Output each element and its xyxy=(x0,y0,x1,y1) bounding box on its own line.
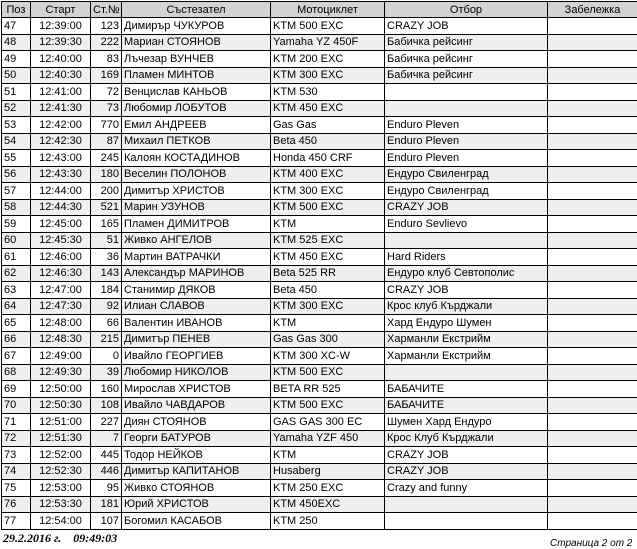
table-row xyxy=(2,315,637,332)
table-row xyxy=(2,447,637,464)
cell-team: Харманли Екстрийм xyxy=(385,348,548,365)
cell-start-number: 165 xyxy=(91,216,122,233)
cell-start-number: 87 xyxy=(91,133,122,150)
header-team: Отбор xyxy=(385,2,548,18)
cell-rider: Пламен МИНТОВ xyxy=(122,67,271,84)
cell-motorcycle: GAS GAS 300 EC xyxy=(271,414,385,431)
cell-position: 69 xyxy=(2,381,31,398)
cell-start-time: 12:48:30 xyxy=(31,331,91,348)
cell-rider: Мартин ВАТРАЧКИ xyxy=(122,249,271,266)
cell-rider: Димирър ЧУКУРОВ xyxy=(122,18,271,35)
cell-motorcycle: Gas Gas 300 xyxy=(271,331,385,348)
cell-team: Enduro Pleven xyxy=(385,133,548,150)
cell-note xyxy=(548,430,637,447)
cell-position: 77 xyxy=(2,513,31,530)
cell-start-number: 227 xyxy=(91,414,122,431)
cell-rider: Венцислав КАНЬОВ xyxy=(122,84,271,101)
cell-team xyxy=(385,513,548,530)
table-row xyxy=(2,199,637,216)
cell-position: 73 xyxy=(2,447,31,464)
table-row xyxy=(2,282,637,299)
cell-position: 51 xyxy=(2,84,31,101)
table-row xyxy=(2,216,637,233)
cell-rider: Мариан СТОЯНОВ xyxy=(122,34,271,51)
cell-note xyxy=(548,381,637,398)
cell-motorcycle: Yamaha YZ 450F xyxy=(271,34,385,51)
cell-team xyxy=(385,232,548,249)
cell-start-time: 12:53:30 xyxy=(31,496,91,513)
cell-rider: Лъчезар ВУНЧЕВ xyxy=(122,51,271,68)
cell-rider: Георги БАТУРОВ xyxy=(122,430,271,447)
cell-start-time: 12:53:00 xyxy=(31,480,91,497)
cell-rider: Димитър КАПИТАНОВ xyxy=(122,463,271,480)
cell-rider: Любомир ЛОБУТОВ xyxy=(122,100,271,117)
cell-rider: Станимир ДЯКОВ xyxy=(122,282,271,299)
cell-rider: Михаил ПЕТКОВ xyxy=(122,133,271,150)
cell-note xyxy=(548,414,637,431)
cell-motorcycle: KTM 250 xyxy=(271,513,385,530)
cell-note xyxy=(548,67,637,84)
header-note: Забележка xyxy=(548,2,637,18)
cell-note xyxy=(548,496,637,513)
cell-team: Крос клуб Кърджали xyxy=(385,298,548,315)
cell-motorcycle: KTM 450 EXC xyxy=(271,249,385,266)
cell-start-number: 92 xyxy=(91,298,122,315)
cell-rider: Пламен ДИМИТРОВ xyxy=(122,216,271,233)
cell-start-number: 446 xyxy=(91,463,122,480)
cell-position: 54 xyxy=(2,133,31,150)
cell-note xyxy=(548,315,637,332)
cell-team: CRAZY JOB xyxy=(385,282,548,299)
cell-rider: Мирослав ХРИСТОВ xyxy=(122,381,271,398)
cell-note xyxy=(548,348,637,365)
cell-team: Бабичка рейсинг xyxy=(385,51,548,68)
cell-start-time: 12:54:00 xyxy=(31,513,91,530)
cell-team: Hard Riders xyxy=(385,249,548,266)
cell-start-time: 12:41:30 xyxy=(31,100,91,117)
cell-start-number: 245 xyxy=(91,150,122,167)
cell-rider: Александър МАРИНОВ xyxy=(122,265,271,282)
table-row xyxy=(2,463,637,480)
cell-position: 59 xyxy=(2,216,31,233)
cell-start-number: 169 xyxy=(91,67,122,84)
table-row xyxy=(2,496,637,513)
cell-position: 65 xyxy=(2,315,31,332)
cell-motorcycle: KTM xyxy=(271,447,385,464)
table-row xyxy=(2,298,637,315)
table-row xyxy=(2,133,637,150)
table-header-row xyxy=(2,2,637,18)
header-number: Ст.№ xyxy=(91,2,122,18)
cell-rider: Тодор НЕЙКОВ xyxy=(122,447,271,464)
cell-note xyxy=(548,447,637,464)
cell-start-time: 12:52:00 xyxy=(31,447,91,464)
cell-note xyxy=(548,100,637,117)
cell-start-time: 12:49:30 xyxy=(31,364,91,381)
cell-note xyxy=(548,463,637,480)
cell-team: Ендуро Свиленград xyxy=(385,166,548,183)
cell-motorcycle: Beta 450 xyxy=(271,282,385,299)
cell-start-time: 12:42:30 xyxy=(31,133,91,150)
cell-note xyxy=(548,150,637,167)
cell-rider: Живко СТОЯНОВ xyxy=(122,480,271,497)
cell-motorcycle: KTM 300 XC-W xyxy=(271,348,385,365)
cell-start-number: 83 xyxy=(91,51,122,68)
cell-rider: Марин УЗУНОВ xyxy=(122,199,271,216)
cell-note xyxy=(548,84,637,101)
cell-start-time: 12:47:30 xyxy=(31,298,91,315)
cell-position: 75 xyxy=(2,480,31,497)
cell-note xyxy=(548,51,637,68)
cell-note xyxy=(548,249,637,266)
cell-start-number: 73 xyxy=(91,100,122,117)
table-row xyxy=(2,249,637,266)
table-row xyxy=(2,51,637,68)
cell-team: CRAZY JOB xyxy=(385,18,548,35)
table-row xyxy=(2,18,637,35)
cell-position: 74 xyxy=(2,463,31,480)
table-row xyxy=(2,430,637,447)
cell-team: Бабичка рейсинг xyxy=(385,67,548,84)
table-row xyxy=(2,480,637,497)
cell-start-time: 12:44:00 xyxy=(31,183,91,200)
table-row xyxy=(2,513,637,530)
cell-team: Харманли Екстрийм xyxy=(385,331,548,348)
cell-position: 62 xyxy=(2,265,31,282)
table-row xyxy=(2,331,637,348)
cell-start-time: 12:39:00 xyxy=(31,18,91,35)
cell-motorcycle: KTM 450 EXC xyxy=(271,100,385,117)
cell-start-number: 107 xyxy=(91,513,122,530)
cell-motorcycle: KTM 450EXC xyxy=(271,496,385,513)
cell-team: БАБАЧИТЕ xyxy=(385,381,548,398)
cell-rider: Илиан СЛАВОВ xyxy=(122,298,271,315)
table-row xyxy=(2,183,637,200)
cell-rider: Юрий ХРИСТОВ xyxy=(122,496,271,513)
table-body xyxy=(2,18,637,530)
cell-position: 52 xyxy=(2,100,31,117)
cell-start-number: 222 xyxy=(91,34,122,51)
cell-motorcycle: KTM 400 EXC xyxy=(271,166,385,183)
cell-position: 53 xyxy=(2,117,31,134)
cell-position: 67 xyxy=(2,348,31,365)
cell-note xyxy=(548,199,637,216)
cell-position: 50 xyxy=(2,67,31,84)
cell-rider: Димитър ПЕНЕВ xyxy=(122,331,271,348)
cell-team xyxy=(385,496,548,513)
cell-start-time: 12:46:00 xyxy=(31,249,91,266)
header-start: Старт xyxy=(31,2,91,18)
cell-note xyxy=(548,133,637,150)
cell-team xyxy=(385,84,548,101)
cell-motorcycle: KTM 500 EXC xyxy=(271,199,385,216)
cell-note xyxy=(548,117,637,134)
cell-team: Ендуро клуб Севтополис xyxy=(385,265,548,282)
table-row xyxy=(2,348,637,365)
cell-start-time: 12:40:00 xyxy=(31,51,91,68)
cell-position: 49 xyxy=(2,51,31,68)
table-row xyxy=(2,381,637,398)
cell-start-number: 95 xyxy=(91,480,122,497)
cell-start-number: 180 xyxy=(91,166,122,183)
cell-note xyxy=(548,34,637,51)
cell-start-number: 521 xyxy=(91,199,122,216)
header-pos: Поз xyxy=(2,2,31,18)
cell-motorcycle: KTM 200 EXC xyxy=(271,51,385,68)
cell-start-time: 12:47:00 xyxy=(31,282,91,299)
table-row xyxy=(2,265,637,282)
cell-rider: Диян СТОЯНОВ xyxy=(122,414,271,431)
cell-note xyxy=(548,331,637,348)
start-list-table xyxy=(1,1,637,530)
cell-team: Enduro Pleven xyxy=(385,150,548,167)
cell-note xyxy=(548,18,637,35)
cell-motorcycle: Beta 525 RR xyxy=(271,265,385,282)
table-row xyxy=(2,84,637,101)
cell-start-time: 12:45:30 xyxy=(31,232,91,249)
cell-start-number: 184 xyxy=(91,282,122,299)
cell-team: Крос Клуб Кърджали xyxy=(385,430,548,447)
cell-motorcycle: KTM 500 EXC xyxy=(271,364,385,381)
table-row xyxy=(2,166,637,183)
cell-rider: Ивайло ГЕОРГИЕВ xyxy=(122,348,271,365)
cell-start-time: 12:45:00 xyxy=(31,216,91,233)
cell-start-number: 770 xyxy=(91,117,122,134)
cell-rider: Емил АНДРЕЕВ xyxy=(122,117,271,134)
cell-motorcycle: KTM 530 xyxy=(271,84,385,101)
cell-note xyxy=(548,216,637,233)
cell-rider: Валентин ИВАНОВ xyxy=(122,315,271,332)
cell-position: 72 xyxy=(2,430,31,447)
cell-position: 57 xyxy=(2,183,31,200)
cell-start-number: 215 xyxy=(91,331,122,348)
cell-start-time: 12:50:00 xyxy=(31,381,91,398)
cell-start-time: 12:46:30 xyxy=(31,265,91,282)
cell-motorcycle: KTM 525 EXC xyxy=(271,232,385,249)
cell-team: Enduro Sevlievo xyxy=(385,216,548,233)
cell-rider: Димитър ХРИСТОВ xyxy=(122,183,271,200)
cell-team: Enduro Pleven xyxy=(385,117,548,134)
cell-start-time: 12:39:30 xyxy=(31,34,91,51)
cell-position: 56 xyxy=(2,166,31,183)
cell-position: 47 xyxy=(2,18,31,35)
cell-start-number: 0 xyxy=(91,348,122,365)
cell-start-number: 72 xyxy=(91,84,122,101)
cell-motorcycle: KTM 300 EXC xyxy=(271,67,385,84)
cell-team: CRAZY JOB xyxy=(385,199,548,216)
cell-team: CRAZY JOB xyxy=(385,447,548,464)
print-date-time: 29.2.2016 г. 09:49:03 xyxy=(3,531,117,546)
cell-motorcycle: Gas Gas xyxy=(271,117,385,134)
cell-position: 64 xyxy=(2,298,31,315)
cell-start-time: 12:49:00 xyxy=(31,348,91,365)
cell-motorcycle: KTM 250 EXC xyxy=(271,480,385,497)
cell-start-number: 160 xyxy=(91,381,122,398)
cell-position: 63 xyxy=(2,282,31,299)
cell-start-time: 12:40:30 xyxy=(31,67,91,84)
cell-start-time: 12:50:30 xyxy=(31,397,91,414)
cell-note xyxy=(548,232,637,249)
cell-team: БАБАЧИТЕ xyxy=(385,397,548,414)
table-row xyxy=(2,34,637,51)
cell-motorcycle: KTM xyxy=(271,216,385,233)
cell-position: 76 xyxy=(2,496,31,513)
cell-position: 68 xyxy=(2,364,31,381)
cell-note xyxy=(548,265,637,282)
cell-rider: Калоян КОСТАДИНОВ xyxy=(122,150,271,167)
cell-rider: Живко АНГЕЛОВ xyxy=(122,232,271,249)
cell-start-number: 108 xyxy=(91,397,122,414)
cell-position: 48 xyxy=(2,34,31,51)
cell-start-number: 51 xyxy=(91,232,122,249)
cell-note xyxy=(548,364,637,381)
cell-position: 61 xyxy=(2,249,31,266)
cell-motorcycle: Beta 450 xyxy=(271,133,385,150)
cell-team xyxy=(385,364,548,381)
cell-start-number: 445 xyxy=(91,447,122,464)
cell-start-number: 66 xyxy=(91,315,122,332)
cell-start-number: 143 xyxy=(91,265,122,282)
cell-team: Шумен Хард Ендуро xyxy=(385,414,548,431)
header-bike: Мотоциклет xyxy=(271,2,385,18)
cell-team: Crazy and funny xyxy=(385,480,548,497)
cell-note xyxy=(548,480,637,497)
cell-motorcycle: KTM 500 EXC xyxy=(271,18,385,35)
cell-start-time: 12:52:30 xyxy=(31,463,91,480)
cell-note xyxy=(548,513,637,530)
header-rider: Състезател xyxy=(122,2,271,18)
table-row xyxy=(2,397,637,414)
cell-start-time: 12:43:00 xyxy=(31,150,91,167)
cell-motorcycle: Yamaha YZF 450 xyxy=(271,430,385,447)
cell-rider: Богомил КАСАБОВ xyxy=(122,513,271,530)
cell-team: CRAZY JOB xyxy=(385,463,548,480)
cell-motorcycle: Honda 450 CRF xyxy=(271,150,385,167)
cell-motorcycle: KTM 300 EXC xyxy=(271,183,385,200)
cell-position: 60 xyxy=(2,232,31,249)
cell-position: 55 xyxy=(2,150,31,167)
cell-start-time: 12:43:30 xyxy=(31,166,91,183)
cell-position: 70 xyxy=(2,397,31,414)
cell-note xyxy=(548,397,637,414)
cell-motorcycle: Husaberg xyxy=(271,463,385,480)
table-row xyxy=(2,67,637,84)
page-number: Страница 2 от 2 xyxy=(550,538,632,549)
table-row xyxy=(2,117,637,134)
cell-start-number: 7 xyxy=(91,430,122,447)
cell-start-number: 200 xyxy=(91,183,122,200)
cell-note xyxy=(548,166,637,183)
cell-start-time: 12:48:00 xyxy=(31,315,91,332)
cell-note xyxy=(548,298,637,315)
table-row xyxy=(2,364,637,381)
table-row xyxy=(2,100,637,117)
table-row xyxy=(2,150,637,167)
cell-rider: Любомир НИКОЛОВ xyxy=(122,364,271,381)
cell-motorcycle: KTM 500 EXC xyxy=(271,397,385,414)
cell-motorcycle: KTM xyxy=(271,315,385,332)
table-row xyxy=(2,232,637,249)
cell-start-time: 12:42:00 xyxy=(31,117,91,134)
cell-rider: Веселин ПОЛОНОВ xyxy=(122,166,271,183)
cell-start-time: 12:51:30 xyxy=(31,430,91,447)
cell-start-number: 123 xyxy=(91,18,122,35)
cell-team: Хард Ендуро Шумен xyxy=(385,315,548,332)
cell-note xyxy=(548,183,637,200)
cell-start-number: 39 xyxy=(91,364,122,381)
cell-rider: Ивайло ЧАВДАРОВ xyxy=(122,397,271,414)
cell-motorcycle: BETA RR 525 xyxy=(271,381,385,398)
cell-position: 66 xyxy=(2,331,31,348)
cell-start-time: 12:41:00 xyxy=(31,84,91,101)
cell-team xyxy=(385,100,548,117)
cell-start-time: 12:44:30 xyxy=(31,199,91,216)
cell-team: Бабичка рейсинг xyxy=(385,34,548,51)
cell-note xyxy=(548,282,637,299)
cell-motorcycle: KTM 300 EXC xyxy=(271,298,385,315)
cell-start-number: 36 xyxy=(91,249,122,266)
cell-position: 58 xyxy=(2,199,31,216)
table-row xyxy=(2,414,637,431)
cell-start-number: 181 xyxy=(91,496,122,513)
cell-start-time: 12:51:00 xyxy=(31,414,91,431)
cell-position: 71 xyxy=(2,414,31,431)
cell-team: Ендуро Свиленград xyxy=(385,183,548,200)
